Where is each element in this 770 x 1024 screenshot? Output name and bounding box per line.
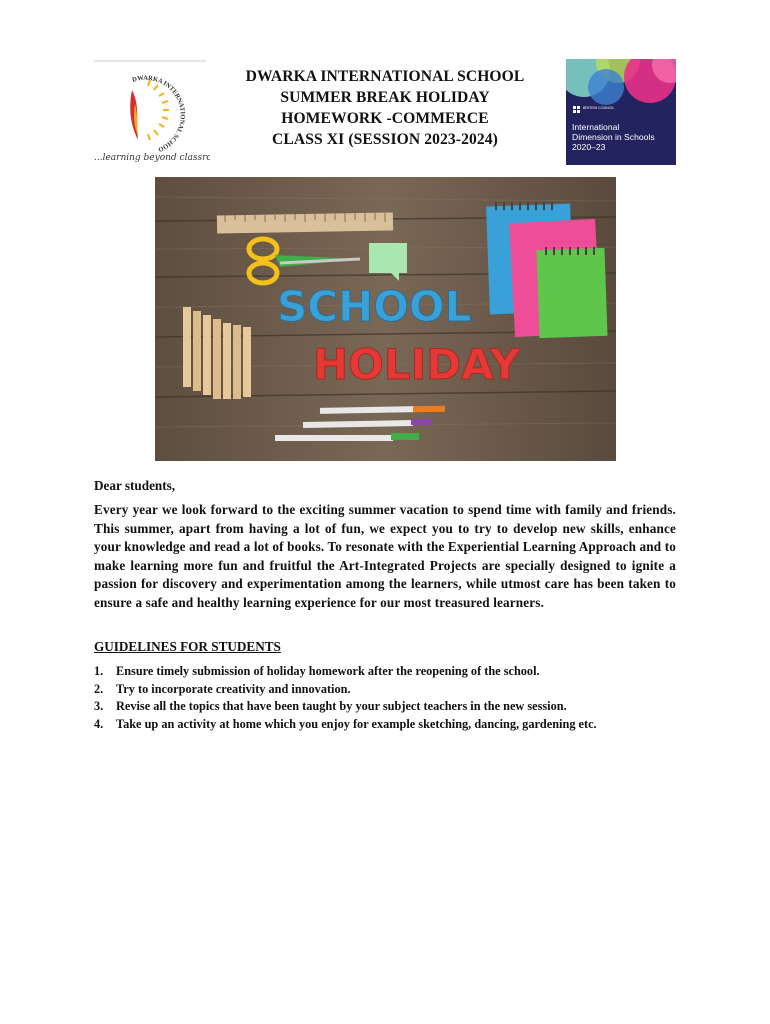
list-item-text: Ensure timely submission of holiday homework after the reopening of the school.: [116, 664, 540, 678]
logo-tagline: ...learning beyond classr: [94, 153, 207, 163]
title-line-2: SUMMER BREAK HOLIDAY: [280, 89, 490, 106]
school-logo: [88, 60, 210, 168]
list-item-number: 4.: [94, 716, 104, 731]
list-item: [94, 681, 597, 699]
guidelines-list: [94, 663, 597, 733]
bc-line-1: International: [572, 122, 620, 132]
list-item: [94, 663, 597, 681]
list-item: [94, 716, 597, 734]
list-item-text: Take up an activity at home which you enjoy for example sketching, dancing, gardening etc.: [116, 716, 597, 731]
ruler-icon: [217, 212, 393, 233]
title-line-1: DWARKA INTERNATIONAL SCHOOL: [245, 68, 525, 85]
list-item-number: 2.: [94, 681, 104, 696]
list-item: [94, 698, 597, 716]
intro-paragraph: Every year we look forward to the exciting summer vacation to spend time with family and friends. This summer, apart from having a lot of fun, we expect you to try to develop new skills, enhance your knowledge and read a lot of books. To resonate with the Experiential Learning Approach and to make learning more fun and fruitful the Art-Integrated Projects are specially designed to ignite a passion for discovery and experimentation among the learners, while utmost care has been taken to ensure a safe and healthy learning experience for our most treasured learners.: [94, 502, 676, 610]
bc-org: BRITISH COUNCIL: [583, 106, 615, 110]
page-title: [215, 66, 555, 150]
guidelines-heading: GUIDELINES FOR STUDENTS: [94, 639, 281, 654]
bc-years: 2020–23: [572, 142, 606, 152]
school-holiday-banner: [155, 177, 616, 461]
title-line-4: CLASS XI (SESSION 2023-2024): [272, 131, 498, 148]
banner-word-holiday: HOLIDAY: [313, 340, 521, 389]
list-item-text: Try to incorporate creativity and innovation.: [116, 681, 351, 696]
list-item-number: 3.: [94, 699, 104, 714]
logo-arc-text: DWARKA INTERNATIONAL SCHOO: [131, 74, 186, 153]
british-council-badge: [566, 59, 676, 165]
banner-word-school: SCHOOL: [277, 282, 472, 331]
bc-line-2: Dimension in Schools: [572, 132, 655, 142]
list-item-number: 1.: [94, 664, 104, 678]
salutation: Dear students,: [94, 478, 176, 493]
list-item-text: Revise all the topics that have been taught by your subject teachers in the new session.: [116, 699, 567, 714]
title-line-3: HOMEWORK -COMMERCE: [281, 110, 489, 127]
